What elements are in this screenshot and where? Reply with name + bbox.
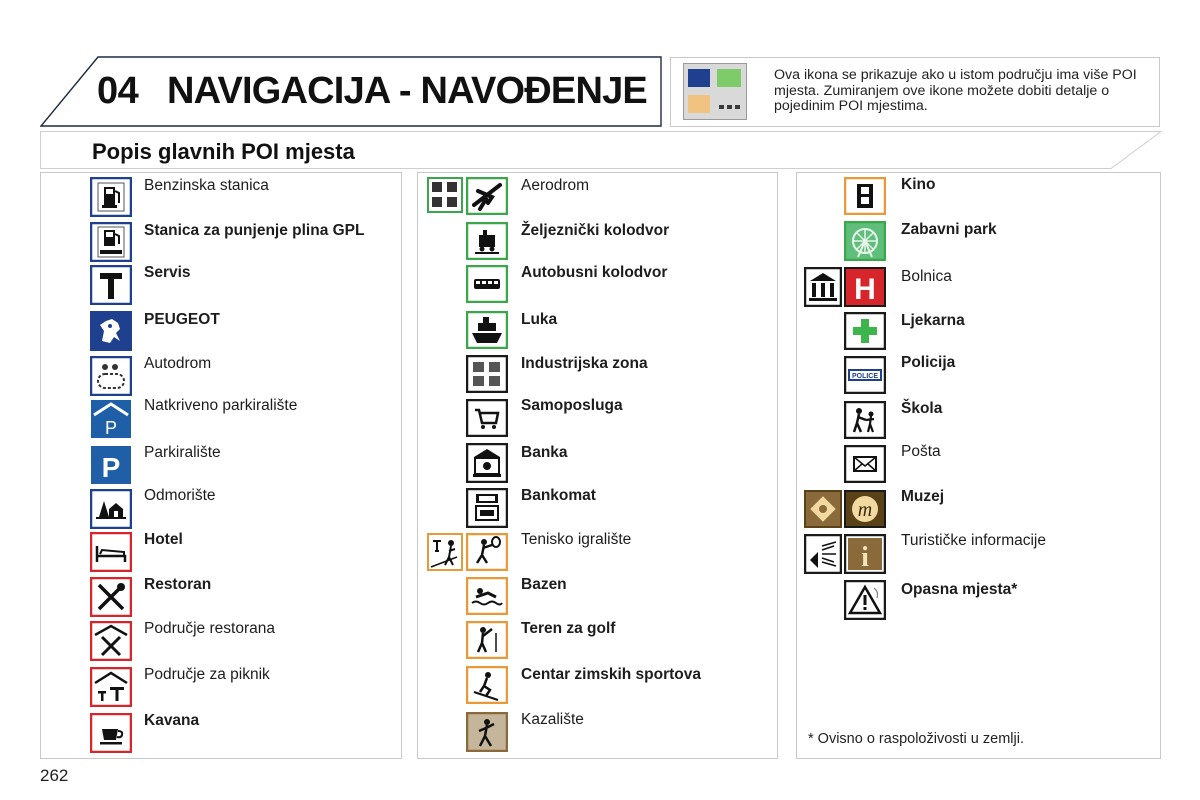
cafe-cup-icon	[90, 713, 132, 753]
poi-label-danger: Opasna mjesta*	[901, 581, 1018, 598]
poi-label-industrial-zone: Industrijska zona	[521, 355, 648, 372]
poi-label-peugeot: PEUGEOT	[144, 311, 220, 328]
svg-text:P: P	[104, 418, 118, 438]
poi-label-pharmacy: Ljekarna	[901, 312, 965, 329]
post-envelope-icon	[844, 445, 886, 483]
info-text: Ova ikona se prikazuje ako u istom području ima više POI mjesta. Zumiranjem ove ikone možete dobiti detalje o pojedinim POI mjestima.	[774, 67, 1137, 114]
chapter-title: NAVIGACIJA - NAVOĐENJE	[167, 70, 647, 112]
gpl-station-icon	[90, 222, 132, 262]
culture-group-icon	[804, 490, 842, 528]
poi-label-pool: Bazen	[521, 576, 567, 593]
poi-label-picnic-area: Područje za piknik	[144, 666, 270, 683]
poi-label-train-station: Željeznički kolodvor	[521, 222, 670, 239]
amusement-park-icon	[844, 221, 886, 261]
poi-label-tourist-info: Turističke informacije	[901, 532, 1046, 549]
poi-label-cafe: Kavana	[144, 712, 200, 729]
svg-text:H: H	[854, 273, 876, 306]
tennis-icon	[466, 533, 508, 571]
restaurant-area-icon	[90, 621, 132, 661]
poi-label-museum: Muzej	[901, 488, 945, 505]
chapter-number: 04	[97, 70, 139, 112]
poi-label-atm: Bankomat	[521, 487, 596, 504]
poi-label-hotel: Hotel	[144, 531, 183, 548]
poi-label-theatre: Kazalište	[521, 711, 584, 728]
swimming-pool-icon	[466, 577, 508, 615]
poi-label-hospital: Bolnica	[901, 268, 952, 285]
cinema-icon	[844, 177, 886, 215]
poi-label-port: Luka	[521, 311, 558, 328]
poi-label-bus-station: Autobusni kolodvor	[521, 264, 668, 281]
restaurant-icon	[90, 577, 132, 617]
picnic-area-icon	[90, 667, 132, 707]
shopping-cart-icon	[466, 399, 508, 437]
svg-text:i: i	[861, 542, 869, 573]
bank-icon	[466, 443, 508, 483]
pharmacy-icon	[844, 312, 886, 350]
transport-group-icon	[427, 177, 463, 213]
poi-label-service: Servis	[144, 264, 191, 281]
industrial-zone-icon	[466, 355, 508, 393]
poi-label-cinema: Kino	[901, 176, 936, 193]
poi-label-rest-area: Odmorište	[144, 487, 216, 504]
school-icon	[844, 401, 886, 439]
poi-label-bank: Banka	[521, 444, 568, 461]
poi-label-post: Pošta	[901, 443, 941, 460]
poi-label-golf: Teren za golf	[521, 620, 616, 637]
poi-label-amusement-park: Zabavni park	[901, 221, 997, 238]
poi-label-school: Škola	[901, 400, 943, 417]
poi-label-gpl: Stanica za punjenje plina GPL	[144, 222, 365, 239]
race-track-icon	[90, 356, 132, 396]
fuel-station-icon	[90, 177, 132, 217]
train-station-icon	[466, 222, 508, 260]
museum-icon	[844, 490, 886, 528]
svg-text:P: P	[101, 452, 121, 483]
theatre-icon	[466, 712, 508, 752]
hotel-bed-icon	[90, 532, 132, 572]
covered-parking-icon	[90, 399, 132, 439]
sport-group-icon	[427, 533, 463, 571]
bus-station-icon	[466, 265, 508, 303]
poi-label-police: Policija	[901, 354, 956, 371]
sightseeing-group-icon	[804, 534, 842, 574]
poi-label-supermarket: Samoposluga	[521, 397, 623, 414]
poi-label-restaurant: Restoran	[144, 576, 212, 593]
airport-icon	[466, 177, 508, 215]
svg-text:m: m	[857, 499, 873, 521]
atm-icon	[466, 488, 508, 528]
parking-icon	[90, 445, 132, 485]
peugeot-lion-icon	[90, 311, 132, 351]
poi-label-restaurant-area: Područje restorana	[144, 620, 275, 637]
port-ship-icon	[466, 311, 508, 349]
poi-label-covered-parking: Natkriveno parkiralište	[144, 397, 298, 414]
poi-label-airport: Aerodrom	[521, 177, 590, 194]
rest-area-icon	[90, 489, 132, 529]
service-icon	[90, 265, 132, 305]
page-number: 262	[40, 766, 69, 785]
danger-warning-icon	[844, 580, 886, 620]
poi-label-tennis: Tenisko igralište	[521, 531, 632, 548]
poi-label-parking: Parkiralište	[144, 444, 221, 461]
footnote: * Ovisno o raspoloživosti u zemlji.	[808, 731, 1024, 747]
poi-label-fuel: Benzinska stanica	[144, 177, 269, 194]
multiple-poi-icon	[683, 63, 747, 120]
svg-text:POLICE: POLICE	[851, 373, 879, 380]
hospital-icon	[844, 267, 886, 307]
section-title: Popis glavnih POI mjesta	[92, 139, 355, 164]
winter-sports-icon	[466, 666, 508, 704]
poi-label-winter-sports: Centar zimskih sportova	[521, 666, 702, 683]
tourist-info-icon	[844, 534, 886, 574]
police-icon	[844, 356, 886, 394]
golf-icon	[466, 621, 508, 659]
health-group-icon	[804, 267, 842, 307]
poi-label-race-track: Autodrom	[144, 355, 212, 372]
